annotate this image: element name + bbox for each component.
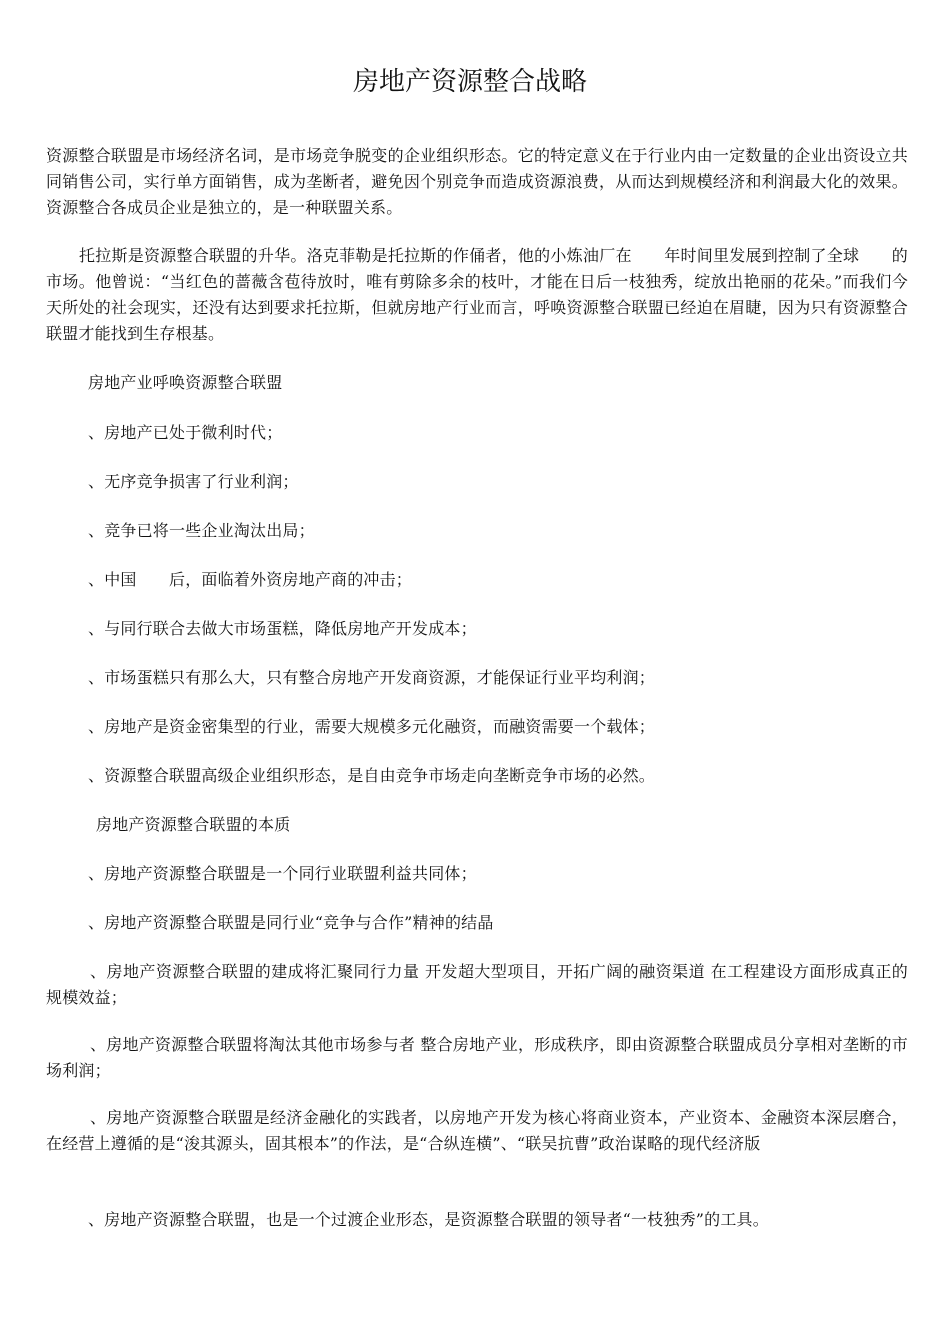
list-item: 、市场蛋糕只有那么大，只有整合房地产开发商资源，才能保证行业平均利润； bbox=[88, 668, 656, 687]
list-item: 、竞争已将一些企业淘汰出局； bbox=[88, 521, 315, 540]
list-item: 、房地产是资金密集型的行业，需要大规模多元化融资，而融资需要一个载体； bbox=[88, 717, 656, 736]
list-item: 、资源整合联盟高级企业组织形态，是自由竞争市场走向垄断竞争市场的必然。 bbox=[88, 766, 656, 785]
list-item: 、房地产资源整合联盟是经济金融化的实践者，以房地产开发为核心将商业资本，产业资本、金融资本深层磨合，在经营上遵循的是“浚其源头，固其根本”的作法，是“合纵连横”、“联吴抗曹”政治谋略的现代经济版 bbox=[46, 1108, 908, 1153]
paragraph-trust: 托拉斯是资源整合联盟的升华。洛克菲勒是托拉斯的作俑者，他的小炼油厂在 年时间里发展到控制了全球 的市场。他曾说：“当红色的蔷薇含苞待放时，唯有剪除多余的枝叶，才能在日后一枝独秀，绽放出艳丽的花朵。”而我们今天所处的社会现实，还没有达到要求托拉斯，但就房地产行业而言，呼唤资源整合联盟已经迫在眉睫，因为只有资源整合联盟才能找到生存根基。 bbox=[46, 246, 908, 343]
list-item: 、与同行联合去做大市场蛋糕，降低房地产开发成本； bbox=[88, 619, 477, 638]
list-item: 、房地产资源整合联盟的建成将汇聚同行力量 开发超大型项目，开拓广阔的融资渠道 在工程建设方面形成真正的规模效益； bbox=[46, 962, 908, 1007]
section-heading-call: 房地产业呼唤资源整合联盟 bbox=[88, 373, 283, 392]
list-item: 、房地产资源整合联盟是一个同行业联盟利益共同体； bbox=[88, 864, 477, 883]
list-item: 、房地产资源整合联盟将淘汰其他市场参与者 整合房地产业，形成秩序，即由资源整合联盟成员分享相对垄断的市场利润； bbox=[46, 1035, 908, 1080]
list-item: 、房地产已处于微利时代； bbox=[88, 423, 283, 442]
section-heading-essence: 房地产资源整合联盟的本质 bbox=[96, 815, 291, 834]
list-item: 、中国 后，面临着外资房地产商的冲击； bbox=[88, 570, 413, 589]
paragraph-intro: 资源整合联盟是市场经济名词，是市场竞争脱变的企业组织形态。它的特定意义在于行业内由一定数量的企业出资设立共同销售公司，实行单方面销售，成为垄断者，避免因个别竞争而造成资源浪费，从而达到规模经济和利润最大化的效果。资源整合各成员企业是独立的，是一种联盟关系。 bbox=[46, 146, 908, 217]
list-item: 、房地产资源整合联盟是同行业“竞争与合作”精神的结晶 bbox=[88, 913, 494, 932]
document-title: 房地产资源整合战略 bbox=[352, 67, 587, 97]
list-item: 、无序竞争损害了行业利润； bbox=[88, 472, 299, 491]
list-item: 、房地产资源整合联盟，也是一个过渡企业形态，是资源整合联盟的领导者“一枝独秀”的工具。 bbox=[88, 1210, 769, 1229]
